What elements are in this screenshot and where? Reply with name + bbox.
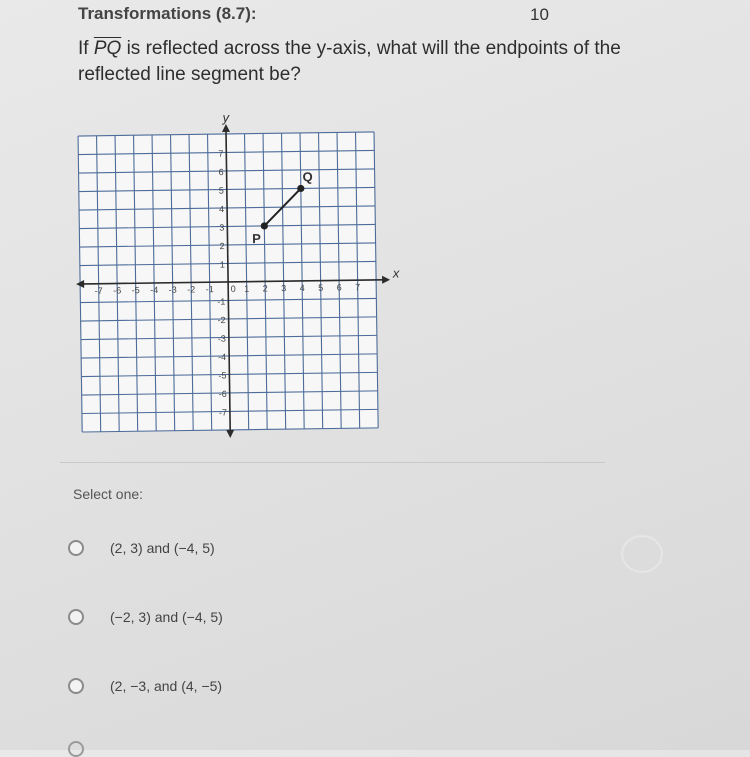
y-tick-label: 3 bbox=[219, 222, 225, 233]
x-axis-arrow-right bbox=[382, 276, 390, 284]
answer-option-1[interactable] bbox=[68, 540, 215, 556]
x-tick-label: 5 bbox=[318, 282, 324, 293]
y-tick-label: -5 bbox=[218, 370, 227, 381]
divider bbox=[60, 462, 605, 463]
answer-option-3[interactable] bbox=[68, 678, 222, 694]
y-tick-label: 2 bbox=[219, 241, 225, 252]
answer-option-1-text: (2, 3) and (−4, 5) bbox=[110, 540, 215, 556]
x-axis-label: x bbox=[392, 265, 400, 281]
select-one-label: Select one: bbox=[73, 486, 144, 502]
x-tick-label: -6 bbox=[113, 285, 122, 296]
y-axis-arrow-down bbox=[226, 430, 234, 438]
y-tick-label: 4 bbox=[219, 204, 225, 215]
answer-option-2-text: (−2, 3) and (−4, 5) bbox=[110, 609, 223, 625]
x-tick-label: -3 bbox=[168, 284, 177, 295]
question-text-suffix: is reflected across the y-axis, what will the endpoints of the reflected line segment be? bbox=[78, 38, 621, 85]
x-tick-label: 2 bbox=[262, 283, 268, 294]
question-text-prefix: If bbox=[78, 38, 94, 59]
x-tick-label: -5 bbox=[131, 285, 140, 296]
coordinate-grid bbox=[70, 109, 400, 438]
question-points: 10 bbox=[530, 5, 549, 24]
x-tick-label: 1 bbox=[244, 283, 250, 294]
y-tick-label: 5 bbox=[218, 185, 224, 196]
point-label-q: Q bbox=[302, 169, 313, 185]
y-tick-label: 6 bbox=[218, 167, 224, 178]
x-tick-label: -2 bbox=[187, 284, 196, 295]
question-header: Transformations (8.7): bbox=[78, 4, 257, 23]
radio-button-1[interactable] bbox=[68, 540, 84, 556]
y-tick-label: -1 bbox=[217, 296, 226, 307]
segment-name: $\overline{PQ}$ bbox=[93, 38, 122, 59]
y-tick-label: 7 bbox=[218, 148, 224, 159]
coordinate-grid-svg bbox=[70, 109, 400, 438]
question-text bbox=[78, 36, 638, 88]
ghost-circle bbox=[622, 536, 662, 572]
radio-button-3[interactable] bbox=[68, 678, 84, 694]
answer-option-2[interactable] bbox=[68, 609, 223, 625]
point-label-p: P bbox=[252, 230, 261, 247]
x-tick-label: 6 bbox=[336, 282, 342, 293]
x-tick-label: 3 bbox=[281, 283, 287, 294]
radio-button-4-partial[interactable] bbox=[68, 741, 84, 757]
y-axis-arrow-up bbox=[222, 124, 230, 132]
x-tick-label: 4 bbox=[299, 282, 305, 293]
y-tick-label: -6 bbox=[218, 388, 227, 400]
y-tick-label: -2 bbox=[217, 314, 226, 326]
y-tick-label: -7 bbox=[218, 407, 228, 418]
y-tick-label: -4 bbox=[218, 351, 227, 363]
x-tick-label: -1 bbox=[205, 284, 214, 295]
radio-button-2[interactable] bbox=[68, 609, 84, 625]
answer-option-3-text: (2, −3, and (4, −5) bbox=[110, 678, 223, 694]
y-tick-label: -3 bbox=[217, 333, 226, 344]
y-tick-label: 1 bbox=[219, 259, 225, 270]
x-tick-label: -7 bbox=[94, 285, 103, 296]
x-tick-label: 7 bbox=[355, 282, 361, 293]
y-axis-label: y bbox=[222, 109, 230, 126]
x-tick-label: 0 bbox=[230, 283, 236, 294]
x-tick-label: -4 bbox=[150, 284, 159, 296]
